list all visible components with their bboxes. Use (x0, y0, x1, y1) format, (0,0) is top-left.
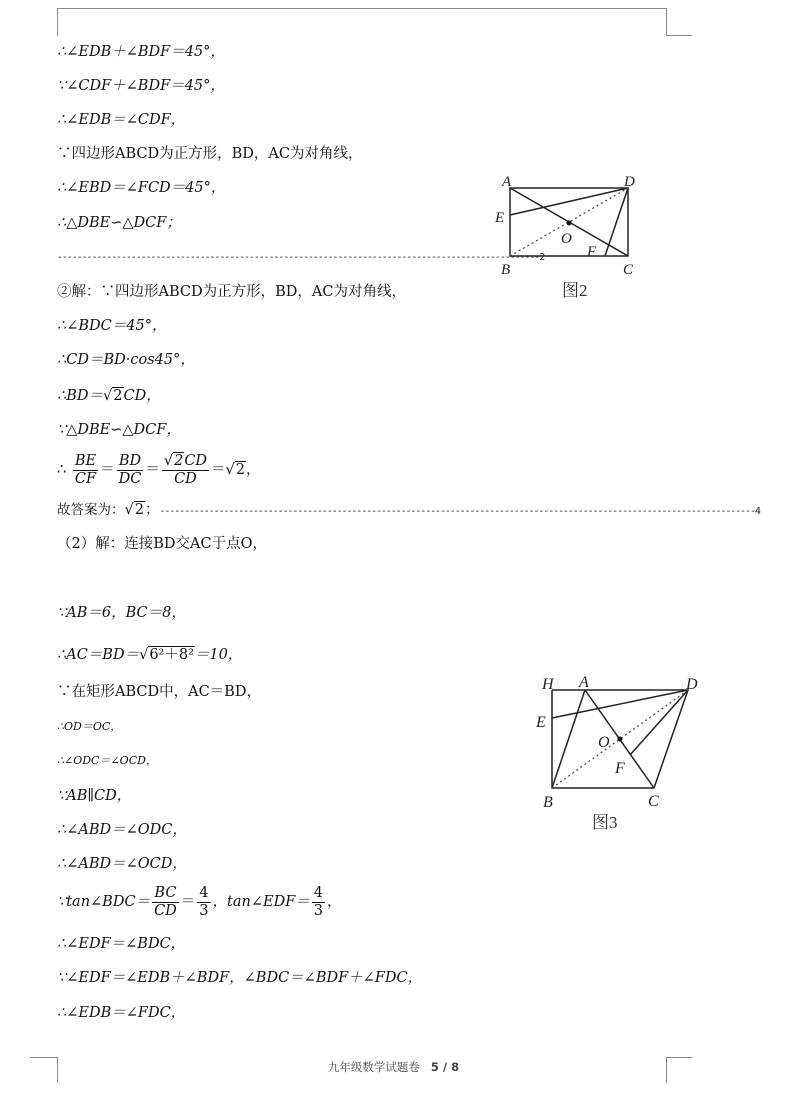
proof-line-12: ∵△DBE∽△DCF， (57, 422, 181, 438)
proof-line-24: ∵tan∠BDC＝ $\frac{BC}{CD}$ ＝ $\frac{4}{3}$ ，tan∠EDF＝ $\frac{4}{3}$ ， (57, 884, 342, 919)
proof-line-27: ∴∠EDB＝∠FDC， (57, 1005, 186, 1021)
page-footer (0, 1059, 787, 1075)
fig2-label-o: O (561, 231, 572, 247)
proof-line-2: ∵∠CDF＋∠BDF＝45°， (57, 78, 225, 94)
fig2-label-d: D (624, 174, 635, 190)
fig3-label-d: D (686, 676, 698, 693)
fig2-line-de (510, 188, 628, 215)
crop-mark-top-left (57, 8, 58, 36)
fraction-4-3-a: $\frac{4}{3}$ (199, 884, 209, 919)
footer-page-number: 5 / 8 (430, 1060, 460, 1074)
fig2-caption: 图2 (562, 281, 588, 300)
proof-line-19: ∴OD＝OC， (57, 720, 122, 733)
fig3-label-f: F (615, 760, 625, 777)
proof-line-5: ∴∠EBD＝∠FCD＝45°， (57, 180, 226, 196)
fig3-label-o: O (598, 734, 610, 751)
proof-line-11: ∴BD＝√2CD， (57, 388, 161, 404)
proof-line-23: ∴∠ABD＝∠OCD， (57, 856, 187, 872)
footer-title: 九年级数学试题卷 (327, 1060, 420, 1074)
fraction-bc-cd: $\frac{BC}{CD}$ (154, 884, 177, 919)
fig2-label-b: B (501, 262, 511, 278)
crop-mark-top-right-h (666, 35, 692, 36)
fig3-caption: 图3 (592, 813, 618, 832)
proof-line-18: ∵在矩形ABCD中，AC＝BD， (57, 684, 261, 700)
crop-mark-bottom-right-h (666, 1057, 692, 1058)
proof-line-21: ∵AB∥CD， (57, 788, 132, 804)
fraction-bd-dc: $\frac{BD}{DC}$ (118, 452, 142, 487)
fig2-label-a: A (502, 174, 512, 190)
fig2-point-o (567, 221, 572, 226)
proof-line-4: ∵四边形ABCD为正方形，BD，AC为对角线， (57, 146, 363, 162)
crop-mark-top-right (666, 8, 667, 36)
proof-line-25: ∴∠EDF＝∠BDC， (57, 936, 186, 952)
proof-line-8: ②解：∵四边形ABCD为正方形，BD，AC为对角线， (57, 284, 406, 300)
answer-line: 故答案为：√2；-------------------------------------------------------------------------------------------------------------------------4 (57, 502, 760, 518)
fig2-line-df (605, 188, 628, 256)
proof-line-6: ∴△DBE∽△DCF； (57, 215, 181, 231)
proof-line-22: ∴∠ABD＝∠ODC， (57, 822, 187, 838)
fig3-label-e: E (536, 714, 546, 731)
fig3-line-ab (552, 690, 585, 788)
crop-mark-top-rule (57, 8, 666, 9)
fig3-label-h: H (542, 676, 554, 693)
part-2-heading: （2）解：连接BD交AC于点O， (57, 536, 267, 552)
fig3-label-b: B (543, 794, 553, 811)
fig2-label-e: E (495, 210, 505, 226)
proof-line-13: ∴ $\frac{BE}{CF}$ ＝ $\frac{BD}{DC}$ ＝ $\frac{√2CD}{CD}$ ＝√2， (57, 452, 261, 487)
proof-line-17: ∴AC＝BD＝√6²＋8²＝10， (57, 647, 243, 663)
score-marker-2: --------------------------------------------------------------------------------------------------2 (57, 252, 545, 263)
fig3-label-c: C (648, 793, 659, 810)
fig3-point-o (618, 737, 623, 742)
fraction-sqrt2cd-cd: $\frac{√2CD}{CD}$ (163, 452, 208, 487)
figure-3-rectangle-diagram (530, 668, 710, 838)
proof-line-26: ∵∠EDF＝∠EDB＋∠BDF，∠BDC＝∠BDF＋∠FDC， (57, 970, 423, 986)
fig2-label-c: C (623, 262, 634, 278)
fig2-label-f: F (587, 244, 597, 260)
fig3-label-a: A (579, 674, 589, 691)
proof-line-9: ∴∠BDC＝45°， (57, 318, 167, 334)
crop-mark-bottom-left-h (30, 1057, 57, 1058)
proof-line-3: ∴∠EDB＝∠CDF， (57, 112, 186, 128)
figure-2-square-diagram (490, 170, 650, 305)
proof-line-1: ∴∠EDB＋∠BDF＝45°， (57, 44, 225, 60)
proof-line-20: ∴∠ODC＝∠OCD， (57, 754, 157, 767)
fraction-be-cf: $\frac{BE}{CF}$ (74, 452, 97, 487)
proof-line-10: ∴CD＝BD·cos45°， (57, 352, 195, 368)
fraction-4-3-b: $\frac{4}{3}$ (313, 884, 323, 919)
proof-line-16: ∵AB＝6，BC＝8， (57, 605, 186, 621)
